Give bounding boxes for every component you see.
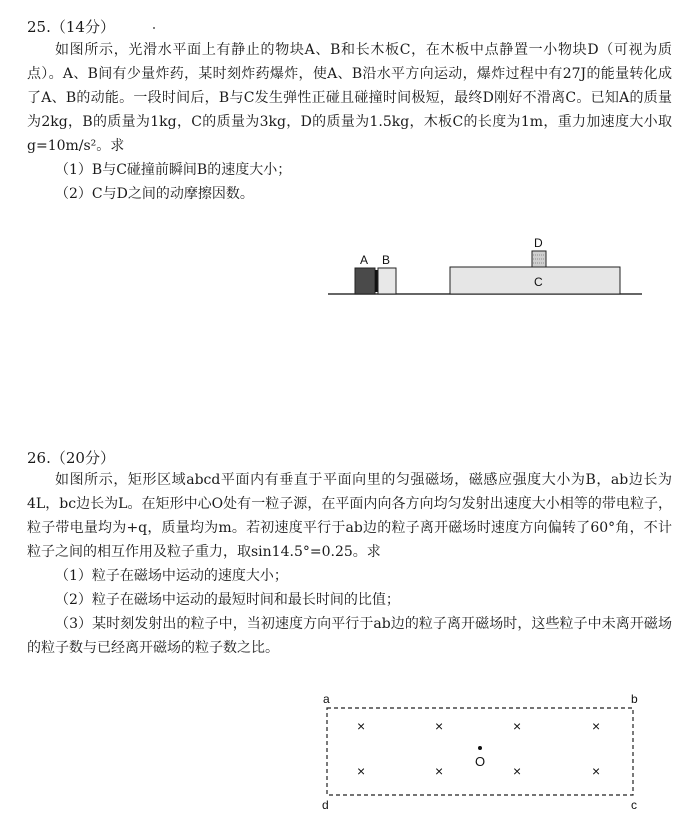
- field-cross: ×: [592, 763, 601, 779]
- q26-sub2: （2）粒子在磁场中运动的最短时间和最长时间的比值；: [55, 592, 400, 608]
- corner-a: a: [323, 692, 330, 706]
- corner-d: d: [322, 798, 329, 812]
- label-a: A: [360, 253, 369, 267]
- block-b: [378, 268, 396, 294]
- label-c: C: [534, 275, 543, 289]
- block-a: [355, 268, 375, 294]
- q26-sub3-block: [27, 612, 672, 660]
- q26-header: 26.（20分）: [27, 449, 115, 467]
- field-cross: ×: [513, 718, 522, 734]
- q26-sub3: （3）某时刻发射出的粒子中，当初速度方向平行于ab边的粒子离开磁场时，这些粒子中未离开磁场的粒子数与已经离开磁场的粒子数之比。: [27, 616, 672, 656]
- corner-b: b: [631, 692, 638, 706]
- magnetic-field-region: [327, 708, 633, 795]
- q25-header: 25.（14分）: [27, 18, 115, 36]
- corner-c: c: [631, 798, 637, 812]
- q25-figure: [320, 228, 660, 308]
- center-label-o: O: [475, 754, 486, 769]
- field-cross: ×: [357, 718, 366, 734]
- q26-figure: [315, 690, 650, 815]
- q25-sub1: （1）B与C碰撞前瞬间B的速度大小；: [55, 162, 292, 178]
- q25-body: [27, 38, 672, 158]
- q25-sub2: （2）C与D之间的动摩擦因数。: [55, 186, 254, 202]
- field-cross: ×: [592, 718, 601, 734]
- q26-body-text: 如图所示，矩形区域abcd平面内有垂直于平面向里的匀强磁场，磁感应强度大小为B，ab边长为4L，bc边长为L。在矩形中心O处有一粒子源，在平面内向各方向均匀发射出速度大小相等的带电粒子，粒子带电量均为+q，质量均为m。若初速度平行于ab边的粒子离开磁场时速度方向偏转了60°角，不计粒子之间的相互作用及粒子重力，取sin14.5°=0.25。求: [27, 472, 672, 560]
- q26-body: [27, 468, 672, 564]
- q26-sub1: （1）粒子在磁场中运动的速度大小；: [55, 568, 288, 584]
- label-b: B: [382, 253, 391, 267]
- scan-speck: [153, 27, 155, 29]
- center-dot: [478, 746, 482, 750]
- field-cross: ×: [513, 763, 522, 779]
- label-d: D: [534, 236, 543, 250]
- field-cross: ×: [357, 763, 366, 779]
- q25-body-text: 如图所示，光滑水平面上有静止的物块A、B和长木板C，在木板中点静置一小物块D（可视为质点）。A、B间有少量炸药，某时刻炸药爆炸，使A、B沿水平方向运动，爆炸过程中有27J的能量转化成了A、B的动能。一段时间后，B与C发生弹性正碰且碰撞时间极短，最终D刚好不滑离C。已知A的质量为2kg，B的质量为1kg，C的质量为3kg，D的质量为1.5kg，木板C的长度为1m，重力加速度大小取g=10m/s²。求: [27, 42, 672, 154]
- field-cross: ×: [435, 718, 444, 734]
- field-cross: ×: [435, 763, 444, 779]
